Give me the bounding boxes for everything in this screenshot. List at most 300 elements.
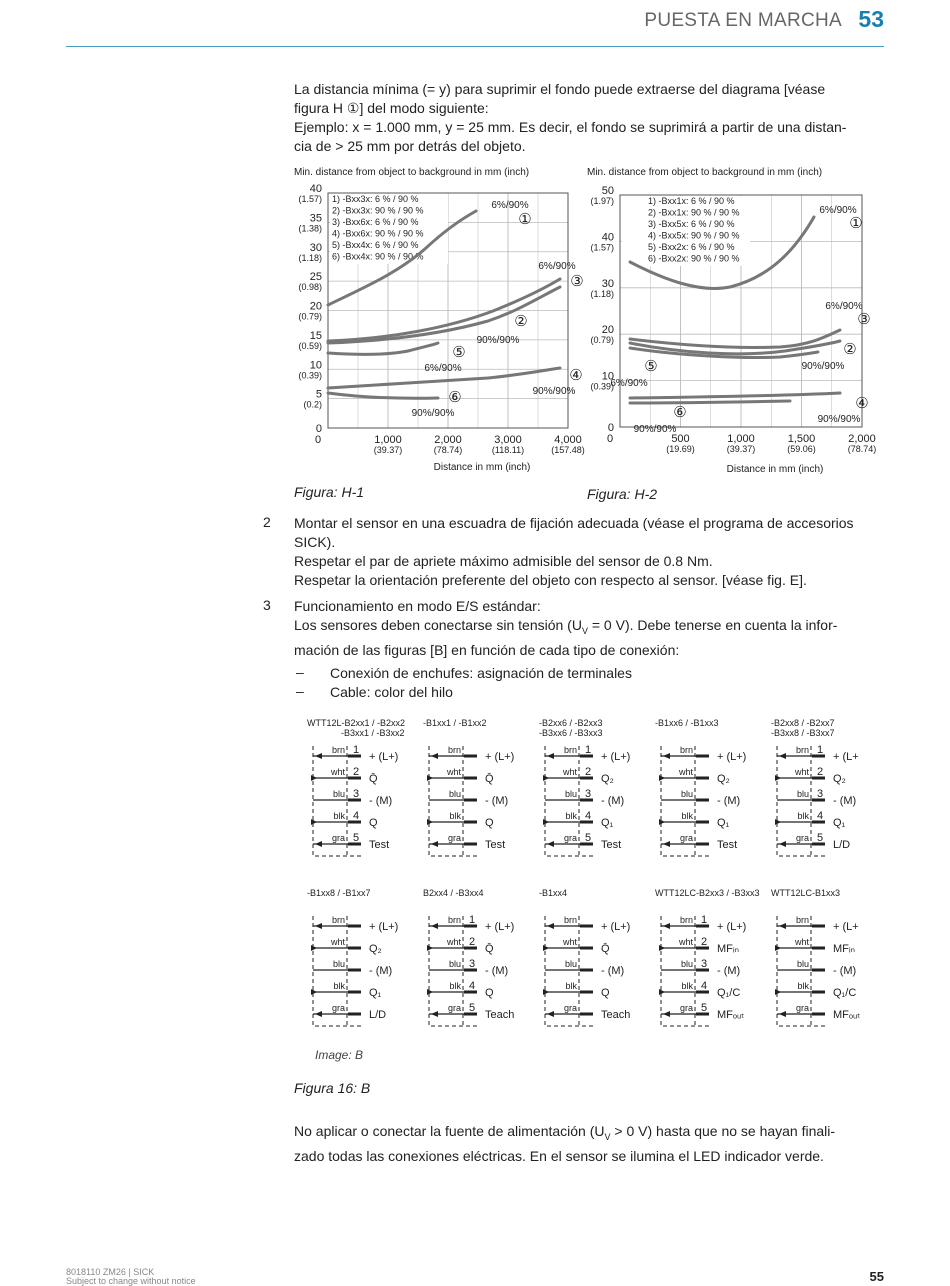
wiring-diagram [307,718,405,856]
chart-legend [622,196,750,266]
arrow-left-icon [431,1011,438,1017]
curve-label-number: ⑥ [448,389,462,406]
pin-number: 4 [700,980,708,992]
signal-label: - (M) [717,795,741,807]
wire-color-label: gra [795,1003,809,1013]
diagram-title: -B1xx8 / -B1xx7 [307,888,371,898]
step2-paragraph [294,514,886,590]
y-tick-sublabel: (0.59) [298,340,322,351]
wire-color-label: wht [678,767,693,777]
curve-label-number: ③ [857,311,871,328]
text-line: Funcionamiento en modo E/S estándar: [294,598,541,614]
bullet-dash: – [296,683,304,699]
bullet-item: Cable: color del hilo [330,684,453,700]
step3-paragraph [294,597,886,660]
chart-h1 [298,183,584,455]
arrow-left-icon [431,753,438,759]
bullet-item: Conexión de enchufes: asignación de terminales [330,665,632,681]
chart-h2 [590,185,876,454]
signal-label: - (M) [601,965,625,977]
curve-label-text: 90%/90% [476,335,520,346]
signal-label: - (M) [601,795,625,807]
y-tick-sublabel: (1.18) [590,288,614,299]
signal-label: L/D [369,1009,387,1021]
distance-charts [290,155,890,485]
signal-label: - (M) [369,795,393,807]
curve-label-number: ⑤ [452,344,466,361]
pin-number: 2 [700,936,708,948]
pin-number: 3 [352,788,360,800]
x-tick-label: 2,000 [434,434,462,446]
pin-number: 1 [584,744,592,756]
curve-label-text: 6%/90% [819,205,857,216]
arrow-left-icon [779,1011,786,1017]
arrow-right-icon [659,989,665,995]
arrow-left-icon [547,923,554,929]
signal-label: Test [485,839,506,851]
x-tick-sublabel: (78.74) [847,444,877,454]
signal-label: Q₁ [833,817,846,829]
arrow-left-icon [431,841,438,847]
pin-number: 2 [352,766,360,778]
legend-entry: 3) -Bxx6x: 6 % / 90 % [332,217,419,227]
wire-color-label: gra [679,1003,693,1013]
signal-label: Teach [485,1009,515,1021]
text-line: La distancia mínima (= y) para suprimir el fondo puede extraerse del diagrama [véase [294,81,826,97]
y-tick-label: 20 [601,324,614,337]
pin-number: 2 [816,766,824,778]
text-span: No aplicar o conectar la fuente de alimentación (U [294,1123,605,1139]
wire-color-label: blk [449,811,461,821]
signal-label: Test [601,839,622,851]
wiring-diagram [539,888,630,1026]
x-axis-label: Distance in mm (inch) [433,462,531,473]
wire-color-label: brn [447,745,461,755]
arrow-left-icon [663,841,670,847]
wire-color-label: blk [681,981,693,991]
pin-number: 4 [352,810,360,822]
arrow-right-icon [659,775,665,781]
wire-color-label: blu [564,959,577,969]
arrow-right-icon [543,945,549,951]
wire-color-label: wht [794,767,809,777]
intro-paragraph [294,80,886,156]
x-tick-label: 3,000 [494,434,522,446]
signal-label: - (M) [833,965,857,977]
y-tick-sublabel: (0.79) [298,311,322,322]
wire-color-label: gra [795,833,809,843]
signal-label: + (L+ [833,751,859,763]
diagram-title: B2xx4 / -B3xx4 [423,888,484,898]
arrow-right-icon [659,945,665,951]
y-tick-label: 50 [601,185,614,197]
signal-label: Test [717,839,738,851]
wire-color-label: wht [330,937,345,947]
y-tick-label: 10 [601,370,614,383]
diagram-title: -B1xx4 [539,888,568,898]
wiring-diagram [423,888,514,1026]
pin-number: 3 [468,958,476,970]
wire-color-label: brn [563,915,577,925]
arrow-right-icon [659,819,665,825]
text-line: Montar el sensor en una escuadra de fijación adecuada (véase el programa de accesorios [294,515,854,531]
curve-label-text: 90%/90% [801,361,845,372]
curve-label-number: ① [849,215,863,232]
x-tick-label: 1,500 [787,433,816,445]
pin-number: 4 [816,810,824,822]
diagram-title: -B1xx6 / -B1xx3 [655,718,719,728]
arrow-left-icon [663,753,670,759]
arrow-left-icon [547,753,554,759]
signal-label: Q̄ [485,773,494,785]
wire-color-label: wht [562,937,577,947]
pin-number: 3 [700,958,708,970]
wire-color-label: blu [448,959,461,969]
curve-4 [630,393,840,398]
x-tick-sublabel: (118.11) [491,445,525,455]
legend-entry: 5) -Bxx4x: 6 % / 90 % [332,240,419,250]
diagram-title: WTT12L-B2xx1 / -B2xx2 [307,718,406,728]
y-tick-sublabel: (1.97) [590,196,614,206]
wire-color-label: gra [331,833,345,843]
arrow-right-icon [775,819,781,825]
wiring-diagrams [305,712,885,1077]
arrow-right-icon [543,819,549,825]
curve-label-number: ① [518,211,532,228]
diagram-title: WTT12LC-B1xx3 [771,888,841,898]
signal-label: + (L+) [601,921,631,933]
wire-color-label: gra [679,833,693,843]
pin-number: 3 [584,788,592,800]
signal-label: MFᵢₙ [717,943,739,955]
wire-color-label: brn [563,745,577,755]
footer-info [66,1268,196,1286]
pin-number: 4 [584,810,592,822]
x-tick-sublabel: (39.37) [726,444,756,454]
signal-label: Q₂ [369,943,382,955]
signal-label: + (L+ [833,921,859,933]
wire-color-label: blk [565,981,577,991]
y-tick-label: 5 [315,388,322,401]
figure-h1-caption: Figura: H-1 [294,484,365,500]
chart-title: Min. distance from object to background in mm (inch) [587,167,823,178]
diagram-subtitle: -B3xx1 / -B3xx2 [341,728,405,738]
wire-color-label: blk [449,981,461,991]
signal-label: Q₁/C [717,987,741,999]
x-tick-sublabel: (59.06) [787,444,816,454]
legend-entry: 4) -Bxx6x: 90 % / 90 % [332,228,424,239]
curve-6 [328,393,438,398]
wire-color-label: blk [797,811,809,821]
signal-label: + (L+) [369,751,399,763]
chart-legend [330,194,448,264]
y-tick-sublabel: (0.2) [303,399,322,410]
arrow-right-icon [427,775,433,781]
arrow-right-icon [775,989,781,995]
wire-color-label: wht [562,767,577,777]
signal-label: Q [369,817,378,829]
wire-color-label: wht [678,937,693,947]
wiring-diagram [423,718,514,856]
pin-number: 5 [700,1002,708,1014]
curve-label-number: ⑤ [644,358,658,375]
y-tick-label: 15 [309,329,322,342]
wire-color-label: brn [331,915,345,925]
arrow-right-icon [427,945,433,951]
pin-number: 5 [352,832,360,844]
text-line [294,1122,886,1147]
x-tick-sublabel: (78.74) [433,445,463,455]
subscript: V [581,625,588,636]
wire-color-label: brn [795,915,809,925]
signal-label: + (L+) [601,751,631,763]
chart-title: Min. distance from object to background in mm (inch) [294,167,530,178]
signal-label: Q₁ [369,987,382,999]
signal-label: Q₂ [717,773,730,785]
y-tick-sublabel: (1.18) [298,252,322,263]
wire-color-label: blu [796,789,809,799]
curve-3 [630,330,840,348]
text-line: SICK). [294,534,336,550]
signal-label: Teach [601,1009,631,1021]
curve-label-number: ② [843,341,857,358]
text-line: Ejemplo: x = 1.000 mm, y = 25 mm. Es decir, el fondo se suprimirá a partir de una distan- [294,119,847,135]
x-tick-sublabel: (39.37) [373,445,403,455]
subscript: V [604,1131,611,1142]
wire-color-label: blk [565,811,577,821]
y-tick-label: 35 [309,212,322,225]
arrow-left-icon [315,753,322,759]
signal-label: - (M) [833,795,857,807]
arrow-right-icon [775,775,781,781]
legend-entry: 6) -Bxx2x: 90 % / 90 % [648,253,740,264]
wire-color-label: blu [680,789,693,799]
wire-color-label: blk [333,981,345,991]
arrow-right-icon [543,989,549,995]
legend-entry: 4) -Bxx5x: 90 % / 90 % [648,230,740,241]
bullet-dash: – [296,664,304,680]
signal-label: Q [485,987,494,999]
curve-label-number: ④ [569,367,583,384]
wire-color-label: wht [794,937,809,947]
signal-label: Q₁ [717,817,730,829]
y-tick-label: 10 [309,359,322,372]
legend-entry: 2) -Bxx1x: 90 % / 90 % [648,207,740,218]
wire-color-label: blk [681,811,693,821]
section-title: PUESTA EN MARCHA [644,10,842,31]
curve-label-number: ④ [855,395,869,412]
wiring-diagram [771,888,860,1026]
y-tick-label: 25 [309,271,322,284]
y-tick-sublabel: (1.57) [590,242,614,253]
arrow-left-icon [663,923,670,929]
text-line: cia de > 25 mm por detrás del objeto. [294,138,526,154]
curve-label-text: 90%/90% [633,424,677,435]
signal-label: Test [369,839,390,851]
text-line: zado todas las conexiones eléctricas. En el sensor se ilumina el LED indicador verde. [294,1147,824,1164]
text-line: Respetar el par de apriete máximo admisible del sensor de 0.8 Nm. [294,553,713,569]
wire-color-label: wht [330,767,345,777]
signal-label: Q₁ [601,817,614,829]
x-tick-label: 2,000 [848,433,876,445]
wire-color-label: blk [333,811,345,821]
signal-label: Q₂ [601,773,614,785]
x-tick-label: 0 [606,433,614,445]
signal-label: Q̄ [485,943,494,955]
wire-color-label: blk [797,981,809,991]
text-span: > 0 V) hasta que no se hayan finali- [610,1123,836,1139]
curve-label-text: 90%/90% [817,414,861,425]
x-tick-label: 1,000 [727,433,755,445]
text-span: Los sensores deben conectarse sin tensión (U [294,617,582,633]
arrow-right-icon [427,989,433,995]
figure-h2-caption: Figura: H-2 [587,486,658,502]
arrow-left-icon [431,923,438,929]
pin-number: 5 [468,1002,476,1014]
diagram-subtitle: -B3xx8 / -B3xx7 [771,728,835,738]
arrow-right-icon [311,819,317,825]
page-number: 55 [869,1269,884,1284]
pin-number: 4 [468,980,476,992]
signal-label: MFₒᵤₜ [717,1009,745,1021]
curve-label-number: ⑥ [673,404,687,421]
pin-number: 1 [352,744,360,756]
curve-label-number: ② [514,313,528,330]
image-label: Image: B [315,1048,364,1062]
signal-label: Q [485,817,494,829]
curve-label-text: 90%/90% [411,408,455,419]
wire-color-label: brn [331,745,345,755]
y-tick-label: 40 [309,183,322,195]
wiring-diagram [771,718,859,856]
signal-label: + (L+) [717,921,747,933]
signal-label: Q₁/C [833,987,857,999]
wire-color-label: blu [332,959,345,969]
y-tick-label: 0 [607,422,614,434]
figure-16-caption: Figura 16: B [294,1080,371,1096]
y-tick-sublabel: (0.39) [590,381,614,392]
pin-number: 1 [468,914,476,926]
figures-h [290,155,890,490]
signal-label: Q̄ [601,943,610,955]
text-span: = 0 V). Debe tenerse en cuenta la infor- [587,617,838,633]
wire-color-label: brn [795,745,809,755]
section-number: 53 [858,6,884,32]
wire-color-label: blu [448,789,461,799]
text-line [294,616,886,641]
y-tick-label: 30 [601,277,614,290]
wire-color-label: brn [679,915,693,925]
diagram-title: -B2xx8 / -B2xx7 [771,718,835,728]
text-line: mación de las figuras [B] en función de cada tipo de conexión: [294,641,680,658]
signal-label: MFₒᵤₜ [833,1009,861,1021]
pin-number: 2 [584,766,592,778]
arrow-left-icon [663,1011,670,1017]
y-tick-sublabel: (1.57) [298,194,322,204]
arrow-left-icon [779,753,786,759]
arrow-right-icon [311,989,317,995]
legend-entry: 1) -Bxx1x: 6 % / 90 % [648,196,735,206]
wire-color-label: wht [446,767,461,777]
pin-number: 5 [584,832,592,844]
signal-label: + (L+) [369,921,399,933]
wiring-svg [305,712,885,1072]
diagram-title: -B1xx1 / -B1xx2 [423,718,487,728]
y-tick-label: 0 [315,423,322,435]
y-tick-sublabel: (0.39) [298,370,322,381]
arrow-right-icon [543,775,549,781]
legend-entry: 3) -Bxx5x: 6 % / 90 % [648,219,735,229]
legend-entry: 5) -Bxx2x: 6 % / 90 % [648,242,735,252]
text-line: Respetar la orientación preferente del objeto con respecto al sensor. [véase fig. E]. [294,572,807,588]
curve-label-text: 90%/90% [532,386,576,397]
y-tick-sublabel: (0.79) [590,335,614,346]
arrow-right-icon [427,819,433,825]
diagram-title: -B2xx6 / -B2xx3 [539,718,603,728]
curve-label-text: 6%/90% [610,378,648,389]
signal-label: - (M) [717,965,741,977]
arrow-left-icon [547,841,554,847]
arrow-left-icon [547,1011,554,1017]
diagram-title: WTT12LC-B2xx3 / -B3xx3 [655,888,760,898]
curve-label-text: 6%/90% [538,261,576,272]
x-tick-label: 1,000 [374,434,402,446]
y-tick-label: 30 [309,241,322,254]
pin-number: 1 [700,914,708,926]
wiring-diagram [655,888,760,1026]
signal-label: Q₂ [833,773,846,785]
signal-label: - (M) [369,965,393,977]
curve-5 [328,343,438,354]
curve-label-text: 6%/90% [491,200,529,211]
curve-label-text: 6%/90% [825,301,863,312]
legend-entry: 6) -Bxx4x: 90 % / 90 % [332,251,424,262]
wiring-diagram [307,888,398,1026]
pin-number: 2 [468,936,476,948]
y-tick-sublabel: (0.98) [298,282,322,293]
y-tick-sublabel: (1.38) [298,223,322,234]
signal-label: + (L+) [485,921,515,933]
text-line: figura H ①] del modo siguiente: [294,100,489,116]
step-number: 3 [263,597,271,613]
wiring-diagram [539,718,630,856]
signal-label: - (M) [485,965,509,977]
arrow-left-icon [315,1011,322,1017]
x-tick-sublabel: (157.48) [551,445,585,455]
arrow-left-icon [779,841,786,847]
signal-label: + (L+) [485,751,515,763]
signal-label: Q [601,987,610,999]
wire-color-label: brn [679,745,693,755]
x-axis-label: Distance in mm (inch) [726,464,824,475]
wire-color-label: brn [447,915,461,925]
wire-color-label: wht [446,937,461,947]
x-tick-label: 500 [671,433,690,445]
final-paragraph [294,1122,886,1166]
step-number: 2 [263,514,271,530]
wire-color-label: gra [563,1003,577,1013]
curve-label-number: ③ [570,273,584,290]
wire-color-label: blu [564,789,577,799]
wire-color-label: gra [447,1003,461,1013]
footer-notice: Subject to change without notice [66,1276,196,1286]
curve-label-text: 6%/90% [424,363,462,374]
signal-label: + (L+) [717,751,747,763]
arrow-left-icon [315,923,322,929]
wire-color-label: gra [563,833,577,843]
signal-label: Q̄ [369,773,378,785]
y-tick-label: 20 [309,300,322,313]
